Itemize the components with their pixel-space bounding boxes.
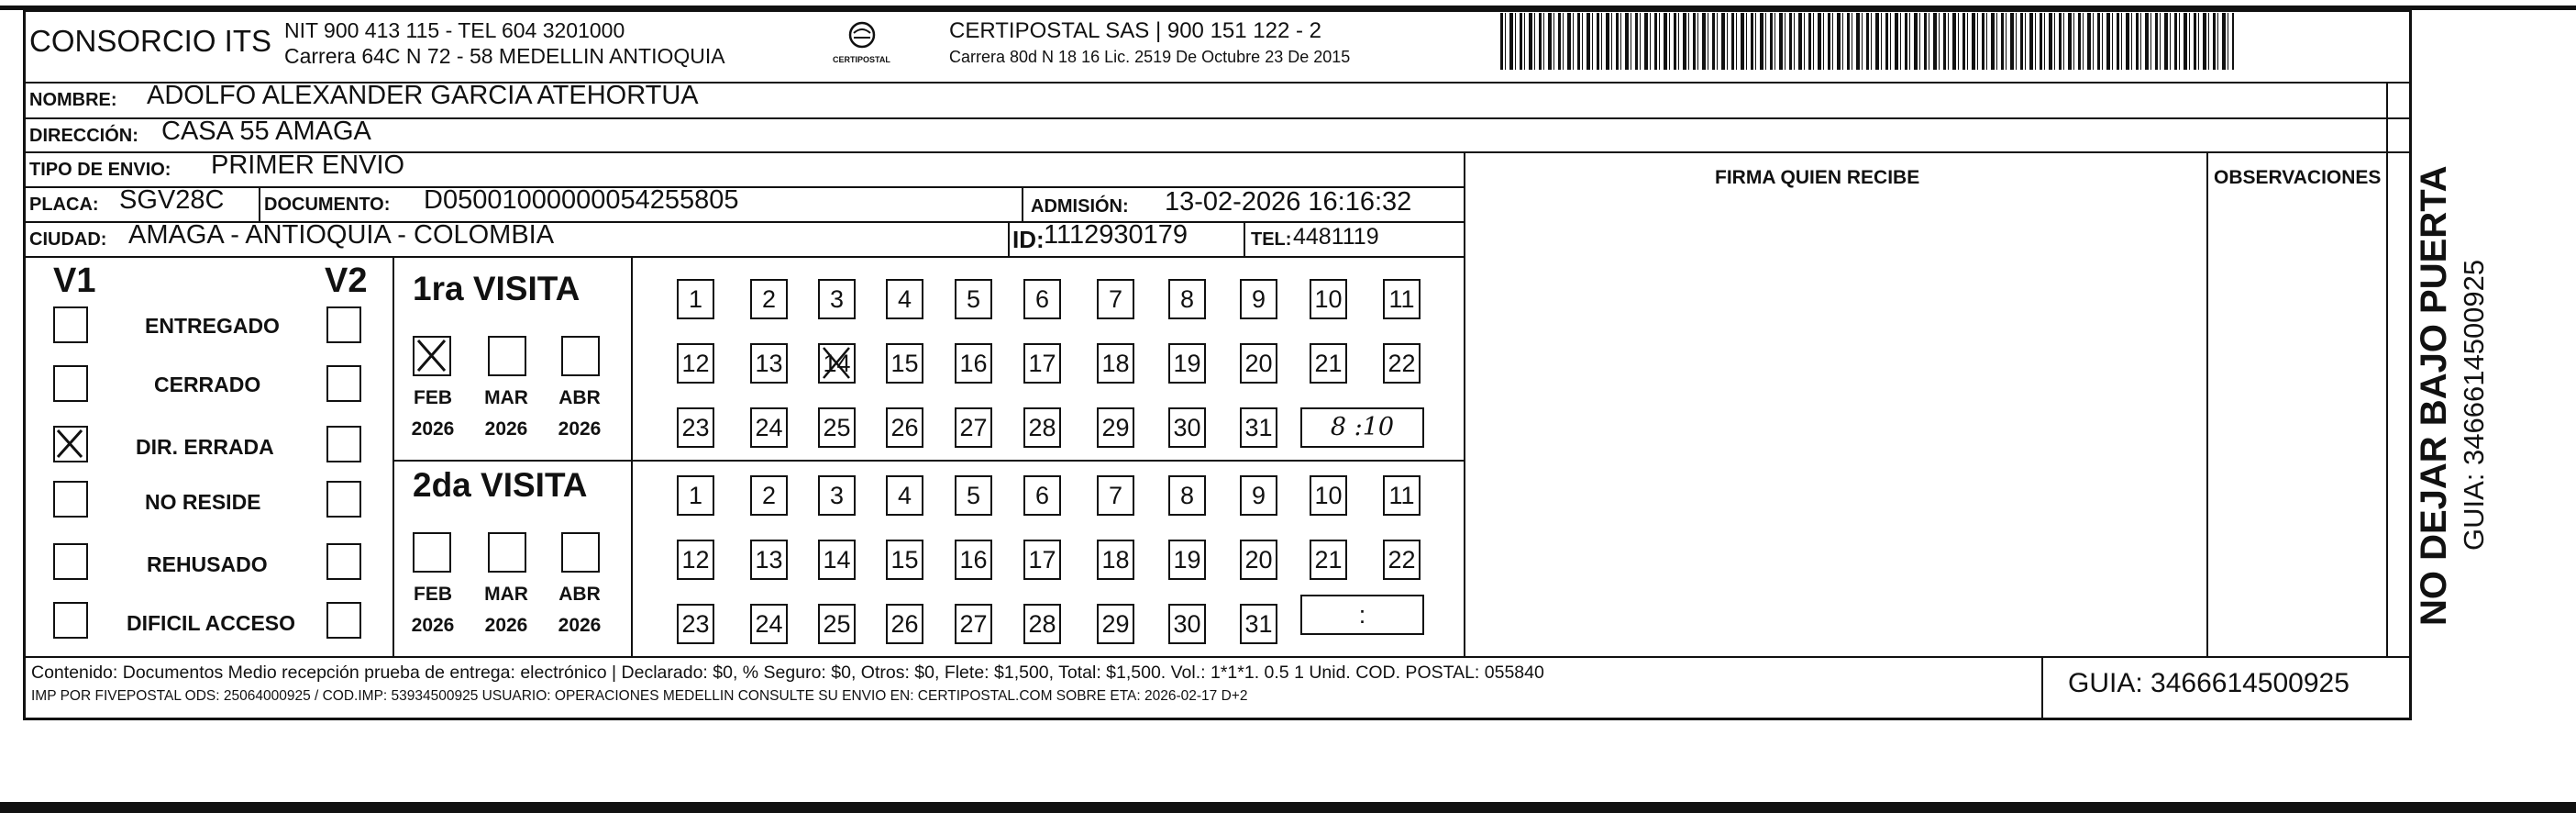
visit2-day-9[interactable]: 9 — [1240, 475, 1277, 516]
admision-value: 13-02-2026 16:16:32 — [1165, 187, 1412, 217]
documento-label: DOCUMENTO: — [264, 195, 391, 215]
visit2-day-30[interactable]: 30 — [1168, 604, 1206, 644]
visit2-day-11[interactable]: 11 — [1383, 475, 1421, 516]
visit2-month-abr: ABR — [558, 584, 601, 605]
firma-header: FIRMA QUIEN RECIBE — [1715, 167, 1920, 188]
v2-dir-errada-checkbox[interactable] — [326, 426, 361, 462]
tel-label: TEL: — [1251, 229, 1292, 250]
visit2-day-6[interactable]: 6 — [1023, 475, 1061, 516]
footer-guia: GUIA: 3466614500925 — [2068, 668, 2349, 698]
visit1-day-25[interactable]: 25 — [818, 407, 856, 448]
v1-rehusado-checkbox[interactable] — [53, 543, 88, 580]
visit2-day-3[interactable]: 3 — [818, 475, 856, 516]
status-entregado: ENTREGADO — [145, 314, 280, 338]
visit1-day-12[interactable]: 12 — [677, 343, 714, 384]
admision-label: ADMISIÓN: — [1031, 196, 1129, 217]
visit1-day-6[interactable]: 6 — [1023, 279, 1061, 319]
visit2-day-1[interactable]: 1 — [677, 475, 714, 516]
visit1-day-5[interactable]: 5 — [955, 279, 992, 319]
ciudad-label: CIUDAD: — [29, 229, 107, 250]
visit2-mar-checkbox[interactable] — [488, 532, 526, 573]
v1-cerrado-checkbox[interactable] — [53, 365, 88, 402]
documento-value: D05001000000054255805 — [424, 185, 739, 215]
visit2-day-31[interactable]: 31 — [1240, 604, 1277, 644]
v2-no-reside-checkbox[interactable] — [326, 481, 361, 518]
visit2-day-21[interactable]: 21 — [1310, 540, 1347, 580]
v2-entregado-checkbox[interactable] — [326, 306, 361, 343]
visit1-day-14[interactable]: 14 — [818, 343, 856, 384]
v2-cerrado-checkbox[interactable] — [326, 365, 361, 402]
ciudad-value: AMAGA - ANTIOQUIA - COLOMBIA — [128, 220, 555, 250]
v2-dificil-acceso-checkbox[interactable] — [326, 602, 361, 639]
visit1-day-28[interactable]: 28 — [1023, 407, 1061, 448]
side-guia: GUIA: 3466614500925 — [2458, 259, 2490, 551]
visit1-day-2[interactable]: 2 — [750, 279, 788, 319]
company-nit: NIT 900 413 115 - TEL 604 3201000 — [284, 18, 625, 42]
visit2-day-4[interactable]: 4 — [886, 475, 923, 516]
visit1-mar-checkbox[interactable] — [488, 336, 526, 376]
visit2-day-28[interactable]: 28 — [1023, 604, 1061, 644]
visit1-day-4[interactable]: 4 — [886, 279, 923, 319]
status-dificil-acceso: DIFICIL ACCESO — [127, 611, 296, 635]
visit2-day-24[interactable]: 24 — [750, 604, 788, 644]
visit1-day-3[interactable]: 3 — [818, 279, 856, 319]
company-name: CONSORCIO ITS — [29, 24, 272, 58]
visit1-day-30[interactable]: 30 — [1168, 407, 1206, 448]
visit1-day-29[interactable]: 29 — [1097, 407, 1134, 448]
visit1-day-19[interactable]: 19 — [1168, 343, 1206, 384]
status-rehusado: REHUSADO — [147, 552, 268, 576]
visit1-day-17[interactable]: 17 — [1023, 343, 1061, 384]
status-dir-errada: DIR. ERRADA — [136, 435, 274, 459]
visit2-day-22[interactable]: 22 — [1383, 540, 1421, 580]
tipo-envio-label: TIPO DE ENVIO: — [29, 160, 171, 180]
carrier-name: CERTIPOSTAL SAS | 900 151 122 - 2 — [949, 18, 1321, 43]
visit1-day-27[interactable]: 27 — [955, 407, 992, 448]
visit2-day-20[interactable]: 20 — [1240, 540, 1277, 580]
visit2-title: 2da VISITA — [413, 466, 588, 504]
tipo-envio-value: PRIMER ENVIO — [211, 150, 405, 180]
tel-value: 4481119 — [1293, 224, 1379, 250]
visit2-day-8[interactable]: 8 — [1168, 475, 1206, 516]
visit1-day-18[interactable]: 18 — [1097, 343, 1134, 384]
visit1-day-26[interactable]: 26 — [886, 407, 923, 448]
id-label: ID: — [1012, 226, 1045, 253]
v1-dificil-acceso-checkbox[interactable] — [53, 602, 88, 639]
visit2-day-23[interactable]: 23 — [677, 604, 714, 644]
company-address: Carrera 64C N 72 - 58 MEDELLIN ANTIOQUIA — [284, 44, 725, 68]
visit1-year-abr: 2026 — [558, 418, 602, 440]
visit2-feb-checkbox[interactable] — [413, 532, 451, 573]
visit1-month-mar: MAR — [484, 387, 528, 408]
visit1-year-feb: 2026 — [411, 418, 455, 440]
visit1-month-abr: ABR — [558, 387, 601, 408]
status-cerrado: CERRADO — [154, 373, 261, 396]
visit1-title: 1ra VISITA — [413, 270, 580, 307]
visit2-month-mar: MAR — [484, 584, 528, 605]
visit2-month-feb: FEB — [414, 584, 452, 605]
visit2-day-14[interactable]: 14 — [818, 540, 856, 580]
status-no-reside: NO RESIDE — [145, 490, 261, 514]
visit2-day-7[interactable]: 7 — [1097, 475, 1134, 516]
visit2-time[interactable]: : — [1300, 595, 1424, 635]
v1-dir-errada-checkbox[interactable] — [53, 426, 88, 462]
visit1-year-mar: 2026 — [484, 418, 528, 440]
visit1-day-8[interactable]: 8 — [1168, 279, 1206, 319]
visit2-day-15[interactable]: 15 — [886, 540, 923, 580]
visit2-day-26[interactable]: 26 — [886, 604, 923, 644]
visit2-day-2[interactable]: 2 — [750, 475, 788, 516]
direccion-value: CASA 55 AMAGA — [161, 117, 371, 146]
v1-label: V1 — [53, 262, 96, 300]
logo-text: CERTIPOSTAL — [833, 55, 890, 64]
visit2-year-feb: 2026 — [411, 615, 455, 636]
visit1-day-20[interactable]: 20 — [1240, 343, 1277, 384]
visit1-month-feb: FEB — [414, 387, 452, 408]
visit1-time[interactable]: 8 :10 — [1300, 407, 1424, 448]
visit2-day-27[interactable]: 27 — [955, 604, 992, 644]
form-frame — [23, 9, 2412, 720]
placa-value: SGV28C — [119, 185, 225, 215]
visit1-day-21[interactable]: 21 — [1310, 343, 1347, 384]
visit1-day-15[interactable]: 15 — [886, 343, 923, 384]
visit1-day-16[interactable]: 16 — [955, 343, 992, 384]
visit2-year-mar: 2026 — [484, 615, 528, 636]
visit1-day-7[interactable]: 7 — [1097, 279, 1134, 319]
visit1-day-24[interactable]: 24 — [750, 407, 788, 448]
visit2-year-abr: 2026 — [558, 615, 602, 636]
v2-label: V2 — [325, 262, 368, 300]
visit1-day-9[interactable]: 9 — [1240, 279, 1277, 319]
bottom-rule — [0, 802, 2576, 813]
visit1-day-13[interactable]: 13 — [750, 343, 788, 384]
visit2-day-18[interactable]: 18 — [1097, 540, 1134, 580]
footer-impresion: IMP POR FIVEPOSTAL ODS: 25064000925 / COD.IMP: 53934500925 USUARIO: OPERACIONES MEDELLIN CONSULTE SU ENVIO EN: CERTIPOSTAL.COM SOBRE ETA: 2026-02-17 D+2 — [31, 688, 1248, 704]
nombre-value: ADOLFO ALEXANDER GARCIA ATEHORTUA — [147, 81, 699, 110]
visit2-day-29[interactable]: 29 — [1097, 604, 1134, 644]
visit2-day-25[interactable]: 25 — [818, 604, 856, 644]
no-dejar-bajo-puerta: NO DEJAR BAJO PUERTA — [2414, 165, 2454, 626]
placa-label: PLACA: — [29, 195, 99, 215]
v1-entregado-checkbox[interactable] — [53, 306, 88, 343]
observaciones-header: OBSERVACIONES — [2214, 167, 2382, 188]
visit2-day-5[interactable]: 5 — [955, 475, 992, 516]
footer-contenido: Contenido: Documentos Medio recepción prueba de entrega: electrónico | Declarado: $0, % Seguro: $0, Otros: $0, Flete: $1,500, Total: $1,500. Vol.: 1*1*1. 0.5 1 Unid. COD. POSTAL: 055840 — [31, 663, 1544, 683]
visit1-feb-checkbox[interactable] — [413, 336, 451, 376]
v1-no-reside-checkbox[interactable] — [53, 481, 88, 518]
carrier-license: Carrera 80d N 18 16 Lic. 2519 De Octubre 23 De 2015 — [949, 48, 1351, 66]
visit2-day-19[interactable]: 19 — [1168, 540, 1206, 580]
visit2-day-10[interactable]: 10 — [1310, 475, 1347, 516]
visit1-day-11[interactable]: 11 — [1383, 279, 1421, 319]
visit2-day-17[interactable]: 17 — [1023, 540, 1061, 580]
visit1-day-31[interactable]: 31 — [1240, 407, 1277, 448]
visit1-day-22[interactable]: 22 — [1383, 343, 1421, 384]
visit1-day-1[interactable]: 1 — [677, 279, 714, 319]
visit1-day-10[interactable]: 10 — [1310, 279, 1347, 319]
v2-rehusado-checkbox[interactable] — [326, 543, 361, 580]
id-value: 1112930179 — [1044, 220, 1188, 250]
visit2-day-12[interactable]: 12 — [677, 540, 714, 580]
nombre-label: NOMBRE: — [29, 90, 117, 110]
visit2-day-13[interactable]: 13 — [750, 540, 788, 580]
visit1-day-23[interactable]: 23 — [677, 407, 714, 448]
direccion-label: DIRECCIÓN: — [29, 126, 138, 146]
visit2-day-16[interactable]: 16 — [955, 540, 992, 580]
visit2-abr-checkbox[interactable] — [561, 532, 600, 573]
visit1-abr-checkbox[interactable] — [561, 336, 600, 376]
